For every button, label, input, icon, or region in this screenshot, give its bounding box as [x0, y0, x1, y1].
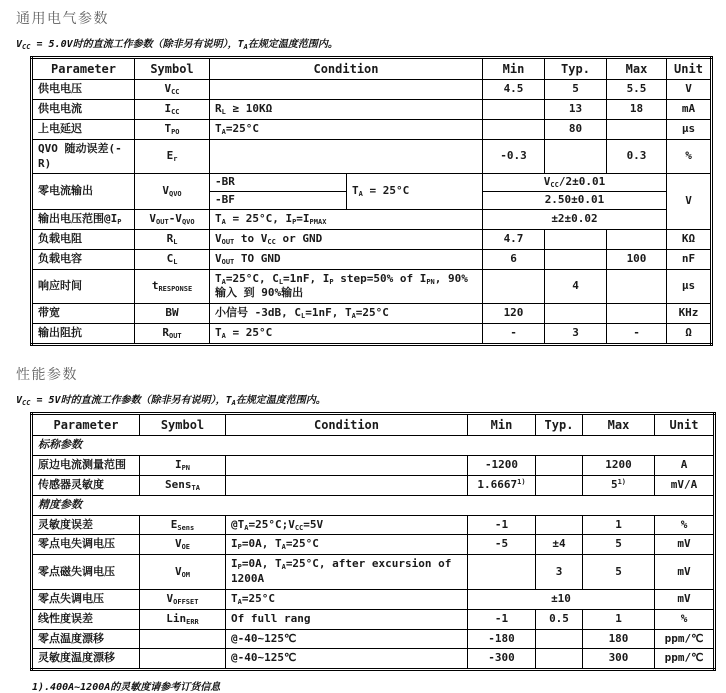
column-header-cell: Max — [583, 414, 655, 436]
table-cell: 5 — [583, 555, 655, 590]
table-cell: 300 — [583, 649, 655, 670]
table-cell: mV — [655, 555, 715, 590]
table-cell: -1 — [468, 609, 536, 629]
section-subtitle: $V_{CC} = 5.0V$时的直流工作参数（除非另有说明），$T_A$在规定温度范围内。 — [16, 39, 338, 51]
table-cell: ppm/℃ — [655, 629, 715, 649]
table-row — [32, 324, 712, 345]
table-cell: BW — [135, 304, 210, 324]
table-cell: 负载电容 — [32, 249, 135, 269]
table-cell: ±4 — [536, 535, 583, 555]
table-cell: V — [667, 174, 712, 230]
table-cell — [536, 515, 583, 535]
table-cell: 灵敏度误差 — [32, 515, 140, 535]
table-cell — [226, 475, 468, 495]
table-row — [32, 249, 712, 269]
table-cell: 1 — [583, 515, 655, 535]
table-cell: $V_{OUT}-V_{QVO}$ — [135, 210, 210, 230]
table-cell: 供电电流 — [32, 100, 135, 120]
section-title: 通用电气参数 — [16, 11, 109, 27]
table-row — [32, 589, 715, 609]
column-header-cell: Symbol — [140, 414, 226, 436]
table-row — [32, 515, 715, 535]
table-cell — [210, 139, 483, 174]
table-cell: 1.6667$^{1)}$ — [468, 475, 536, 495]
table-cell: 响应时间 — [32, 269, 135, 304]
table-cell: $V_{OE}$ — [140, 535, 226, 555]
table-cell: 小信号 -3dB, $C_L=1nF$, $T_A=25^\circ C$ — [210, 304, 483, 324]
table-row — [32, 535, 715, 555]
table-cell: -BR — [210, 174, 347, 192]
table-cell: QVO 随动误差(-R) — [32, 139, 135, 174]
table-cell: 80 — [545, 119, 607, 139]
footnote: 1).400A~1200A的灵敏度请参考订货信息 — [32, 682, 221, 693]
table-row — [32, 555, 715, 590]
column-header-cell: Min — [468, 414, 536, 436]
table-cell — [468, 555, 536, 590]
table-cell: 零点失调电压 — [32, 589, 140, 609]
column-header-cell: Min — [483, 58, 545, 80]
table-cell: @-40~125℃ — [226, 629, 468, 649]
table-cell: 100 — [607, 249, 667, 269]
table-cell: @-40~125℃ — [226, 649, 468, 670]
column-header-cell: Unit — [655, 414, 715, 436]
table-row — [32, 210, 712, 230]
table-cell: V — [667, 80, 712, 100]
table-cell: 3 — [536, 555, 583, 590]
table-cell — [483, 100, 545, 120]
table-cell: $@T_A=25^\circ C;V_{CC}=5V$ — [226, 515, 468, 535]
table-cell — [226, 456, 468, 476]
table-cell — [536, 649, 583, 670]
table-row — [32, 229, 712, 249]
table-row — [32, 304, 712, 324]
table-cell: % — [655, 609, 715, 629]
table-cell: Of full rang — [226, 609, 468, 629]
table-cell: KHz — [667, 304, 712, 324]
table-cell: 零电流输出 — [32, 174, 135, 210]
table-cell: $V_{OFFSET}$ — [140, 589, 226, 609]
table-cell: -1 — [468, 515, 536, 535]
table-cell: 13 — [545, 100, 607, 120]
table-cell: $R_{OUT}$ — [135, 324, 210, 345]
table-cell: $T_A = 25^\circ C$ — [210, 324, 483, 345]
table-cell: mA — [667, 100, 712, 120]
table-row — [32, 139, 712, 174]
table-row — [32, 174, 712, 192]
table-cell: mV/A — [655, 475, 715, 495]
table-row — [32, 100, 712, 120]
table-row — [32, 414, 715, 436]
table-row — [32, 475, 715, 495]
table-cell — [483, 119, 545, 139]
table-cell: - — [483, 324, 545, 345]
table-cell: 5 — [583, 535, 655, 555]
table-cell: ppm/℃ — [655, 649, 715, 670]
table-cell: $T_A = 25^\circ C$, $I_P=I_{PMAX}$ — [210, 210, 483, 230]
table-cell: A — [655, 456, 715, 476]
table-cell: $T_{PO}$ — [135, 119, 210, 139]
table-cell: 4.5 — [483, 80, 545, 100]
table-cell: 输出电压范围$@I_P$ — [32, 210, 135, 230]
table-cell: $T_A=25^\circ C$ — [210, 119, 483, 139]
table-cell: 2.50±0.01 — [483, 192, 667, 210]
table-cell: $T_A=25^\circ C$, $C_L=1nF$, $I_P$ step=50% of $I_{PN}$, 90% 输入 到 90%输出 — [210, 269, 483, 304]
table-row — [32, 119, 712, 139]
column-header-cell: Typ. — [536, 414, 583, 436]
table-cell: 5.5 — [607, 80, 667, 100]
table-cell — [545, 229, 607, 249]
table-cell — [483, 269, 545, 304]
table-cell: 5 — [545, 80, 607, 100]
table-row — [32, 456, 715, 476]
table-row — [32, 269, 712, 304]
column-header-cell: Symbol — [135, 58, 210, 80]
table-cell: -BF — [210, 192, 347, 210]
table-cell: - — [607, 324, 667, 345]
table-cell: μs — [667, 269, 712, 304]
table-cell: 4 — [545, 269, 607, 304]
table-cell: -180 — [468, 629, 536, 649]
table-cell: $V_{OUT}$ to $V_{CC}$ or GND — [210, 229, 483, 249]
table-cell: 120 — [483, 304, 545, 324]
table-cell: 供电电压 — [32, 80, 135, 100]
column-header-cell: Condition — [210, 58, 483, 80]
column-header-cell: Typ. — [545, 58, 607, 80]
section-row-cell: 标称参数 — [32, 436, 715, 456]
table-row — [32, 80, 712, 100]
table-cell: Lin$_{ERR}$ — [140, 609, 226, 629]
table-cell: $C_L$ — [135, 249, 210, 269]
column-header-cell: Parameter — [32, 414, 140, 436]
general-params-table — [30, 56, 713, 346]
table-cell: $I_{PN}$ — [140, 456, 226, 476]
table-cell: 零点磁失调电压 — [32, 555, 140, 590]
table-cell: 传感器灵敏度 — [32, 475, 140, 495]
table-cell: 负载电阻 — [32, 229, 135, 249]
table-cell: 零点电失调电压 — [32, 535, 140, 555]
table-cell — [545, 249, 607, 269]
table-cell — [545, 139, 607, 174]
table-cell: $E_{Sens}$ — [140, 515, 226, 535]
table-cell — [536, 456, 583, 476]
performance-params-table — [30, 412, 716, 671]
column-header-cell: Parameter — [32, 58, 135, 80]
table-cell: $I_P=0A$, $T_A=25^\circ C$ — [226, 535, 468, 555]
section-title: 性能参数 — [16, 367, 78, 383]
table-cell: $R_L \ge 10K\Omega$ — [210, 100, 483, 120]
table-cell: 线性度误差 — [32, 609, 140, 629]
table-cell — [545, 304, 607, 324]
table-cell: 180 — [583, 629, 655, 649]
table-cell — [607, 269, 667, 304]
section-subtitle: $V_{CC} = 5V$时的直流工作参数（除非另有说明），$T_A$在规定温度范围内。 — [16, 395, 326, 407]
table-cell — [210, 80, 483, 100]
table-cell: ±2±0.02 — [483, 210, 667, 230]
table-cell: 输出阻抗 — [32, 324, 135, 345]
column-header-cell: Max — [607, 58, 667, 80]
table-cell: 4.7 — [483, 229, 545, 249]
table-cell: $E_r$ — [135, 139, 210, 174]
table-row — [32, 436, 715, 456]
table-cell: 1 — [583, 609, 655, 629]
table-cell: Ω — [667, 324, 712, 345]
table-row — [32, 609, 715, 629]
table-cell: 零点温度漂移 — [32, 629, 140, 649]
general-params-section — [16, 8, 726, 346]
table-cell: $R_L$ — [135, 229, 210, 249]
table-cell: mV — [655, 535, 715, 555]
table-cell — [140, 649, 226, 670]
table-row — [32, 495, 715, 515]
section-row-cell: 精度参数 — [32, 495, 715, 515]
table-cell — [607, 304, 667, 324]
table-cell: $I_P=0A$, $T_A=25^\circ C$, after excursion of 1200A — [226, 555, 468, 590]
table-cell: 带宽 — [32, 304, 135, 324]
table-cell: -1200 — [468, 456, 536, 476]
table-cell: $t_{RESPONSE}$ — [135, 269, 210, 304]
table-cell: $T_A = 25^\circ C$ — [347, 174, 483, 210]
table-cell: % — [655, 515, 715, 535]
table-cell — [607, 229, 667, 249]
table-cell: 原边电流测量范围 — [32, 456, 140, 476]
table-cell: -0.3 — [483, 139, 545, 174]
performance-params-section — [16, 364, 726, 693]
table-cell: 灵敏度温度漂移 — [32, 649, 140, 670]
table-cell: 0.5 — [536, 609, 583, 629]
table-cell: $V_{OUT}$ TO GND — [210, 249, 483, 269]
table-cell: 5$^{1)}$ — [583, 475, 655, 495]
table-cell: -5 — [468, 535, 536, 555]
table-cell: $V_{CC}$ — [135, 80, 210, 100]
table-cell: $T_A=25^\circ C$ — [226, 589, 468, 609]
table-cell: μs — [667, 119, 712, 139]
table-cell: 1200 — [583, 456, 655, 476]
table-cell: 18 — [607, 100, 667, 120]
table-cell: -300 — [468, 649, 536, 670]
table-cell: Sens$_{TA}$ — [140, 475, 226, 495]
table-cell: $I_{CC}$ — [135, 100, 210, 120]
table-cell: 6 — [483, 249, 545, 269]
table-cell: ±10 — [468, 589, 655, 609]
table-cell: $V_{CC}/2\pm 0.01$ — [483, 174, 667, 192]
table-cell: KΩ — [667, 229, 712, 249]
table-cell: $V_{OM}$ — [140, 555, 226, 590]
table-row — [32, 58, 712, 80]
column-header-cell: Unit — [667, 58, 712, 80]
section-spacer — [16, 346, 726, 364]
table-cell — [607, 119, 667, 139]
table-cell: $V_{QVO}$ — [135, 174, 210, 210]
table-cell: mV — [655, 589, 715, 609]
table-cell: nF — [667, 249, 712, 269]
table-cell: 0.3 — [607, 139, 667, 174]
table-cell: 3 — [545, 324, 607, 345]
table-cell: % — [667, 139, 712, 174]
table-cell — [536, 475, 583, 495]
column-header-cell: Condition — [226, 414, 468, 436]
table-cell: 上电延迟 — [32, 119, 135, 139]
table-row — [32, 649, 715, 670]
